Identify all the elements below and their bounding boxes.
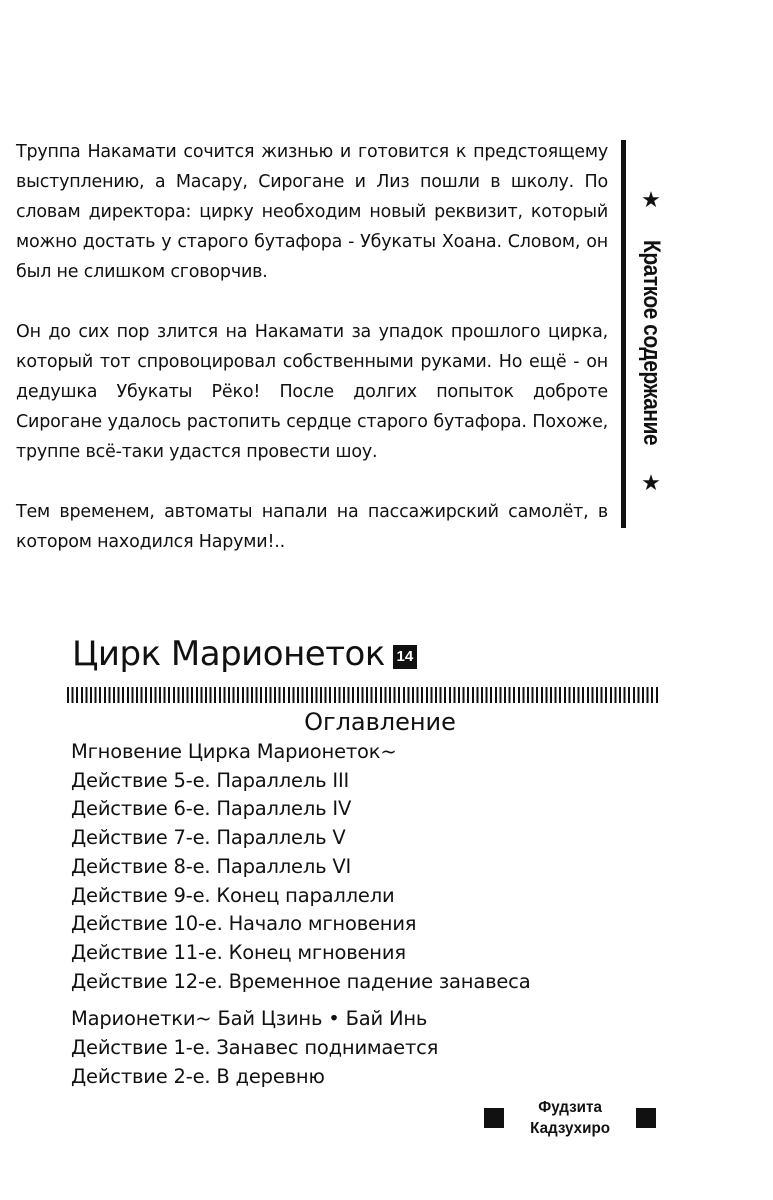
toc-group [71,1005,530,1091]
star-icon: ★ [641,188,661,213]
summary-side-label [637,190,665,495]
vertical-divider [621,140,626,528]
book-title [72,632,417,676]
summary-text [16,137,608,557]
toc-item: Действие 6-е. Параллель IV [71,797,352,821]
table-of-contents [71,738,530,1091]
toc-item: Марионетки~ Бай Цзинь • Бай Инь [71,1007,428,1031]
author-name-line: Кадзухиро [530,1120,610,1137]
toc-item: Действие 7-е. Параллель V [71,826,346,850]
square-bullet-icon [484,1108,504,1128]
toc-item: Действие 12-е. Временное падение занавеса [71,969,531,993]
book-title-text: Цирк Марионеток [72,634,385,674]
toc-item: Действие 1-е. Занавес поднимается [71,1036,439,1060]
toc-item: Действие 5-е. Параллель III [71,768,350,792]
summary-paragraph: Он до сих пор злится на Накамати за упадок прошлого цирка, который тот спровоцировал собственными руками. Но ещё - он дедушка Убукаты Рёко! После долгих попыток доброте Сирогане удалось растопить сердце старого бутафора. Похоже, труппе всё-таки удастся провести шоу. [16,322,608,462]
square-bullet-icon [636,1108,656,1128]
author-block [484,1096,656,1140]
toc-heading [0,705,760,739]
summary-paragraph: Труппа Накамати сочится жизнью и готовится к предстоящему выступлению, а Масару, Сирогане и Лиз пошли в школу. По словам директора: цирку необходим новый реквизит, который можно достать у старого бутафора - Убукаты Хоана. Словом, он был не слишком сговорчив. [16,142,608,282]
toc-item: Действие 9-е. Конец параллели [71,883,395,907]
toc-item: Действие 8-е. Параллель VI [71,854,352,878]
toc-heading-text: Оглавление [304,708,456,736]
star-icon: ★ [641,471,661,496]
striped-divider [67,687,660,703]
toc-group [71,738,530,996]
volume-badge: 14 [393,645,417,669]
summary-paragraph: Тем временем, автоматы напали на пассажирский самолёт, в котором находился Наруми!.. [16,502,608,552]
author-name [530,1097,610,1139]
toc-item: Действие 10-е. Начало мгновения [71,912,417,936]
toc-item: Действие 2-е. В деревню [71,1064,325,1088]
toc-item: Действие 11-е. Конец мгновения [71,940,406,964]
toc-item: Мгновение Цирка Марионеток~ [71,740,397,763]
side-label-text: Краткое содержание [638,239,665,446]
author-name-line: Фудзита [538,1099,602,1116]
